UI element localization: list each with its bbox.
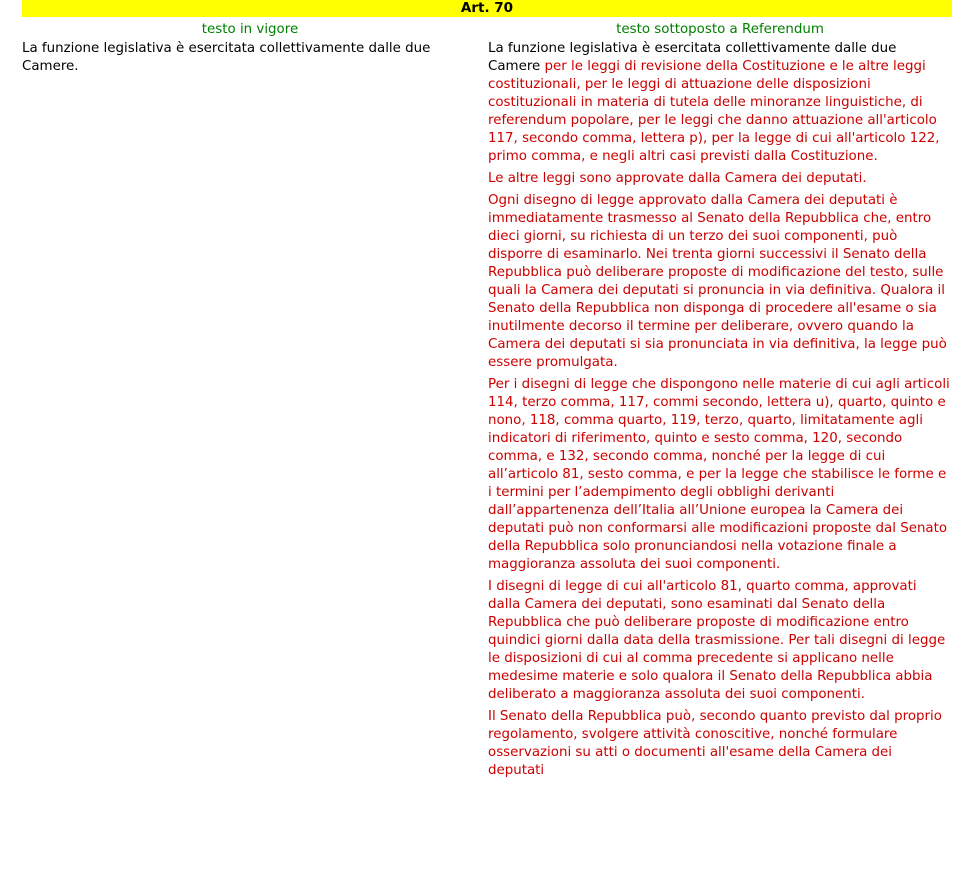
- column-current-text: [22, 17, 488, 784]
- added-text: per le leggi di revisione della Costituzione e le altre leggi costituzionali, per le leggi di attuazione delle disposizioni costituzionali in materia di tutela delle minoranze linguistiche, di referendum popolare, per le leggi che danno attuazione all'articolo 117, secondo comma, lettera p), per la legge di cui all'articolo 122, primo comma, e negli altri casi previsti dalla Costituzione.: [488, 59, 940, 164]
- referendum-paragraph-2: Le altre leggi sono approvate dalla Camera dei deputati.: [488, 171, 867, 186]
- comparison-table: [22, 0, 952, 784]
- referendum-paragraph-1: [488, 40, 952, 166]
- header-current-text: testo in vigore: [201, 22, 299, 37]
- header-referendum-text: testo sottoposto a Referendum: [616, 22, 824, 37]
- unchanged-text: La funzione legislativa è esercitata collettivamente dalle due Camere: [488, 41, 897, 74]
- referendum-paragraph-3: Ogni disegno di legge approvato dalla Camera dei deputati è immediatamente trasmesso al Senato della Repubblica che, entro dieci giorni, su richiesta di un terzo dei suoi componenti, può disporre di esaminarlo. Nei trenta giorni successivi il Senato della Repubblica può deliberare proposte di modificazione del testo, sulle quali la Camera dei deputati si pronuncia in via definitiva. Qualora il Senato della Repubblica non disponga di procedere all'esame o sia inutilmente decorso il termine per deliberare, ovvero quando la Camera dei deputati si sia pronunciata in via definitiva, la legge può essere promulgata.: [488, 193, 947, 370]
- referendum-paragraph-4: Per i disegni di legge che dispongono nelle materie di cui agli articoli 114, terzo comma, 117, commi secondo, lettera u), quarto, quinto e nono, 118, comma quarto, 119, terzo, quarto, limitatamente agli indicatori di riferimento, quinto e sesto comma, 120, secondo comma, e 132, secondo comma, nonché per la legge di cui all’articolo 81, sesto comma, e per la legge che stabilisce le forme e i termini per l’adempimento degli obblighi derivanti dall’appartenenza dell’Italia all’Unione europea la Camera dei deputati può non conformarsi alle modificazioni proposte dal Senato della Repubblica solo pronunciandosi nella votazione finale a maggioranza assoluta dei suoi componenti.: [488, 377, 950, 572]
- article-title: Art. 70: [22, 0, 952, 17]
- referendum-paragraph-5: I disegni di legge di cui all'articolo 81, quarto comma, approvati dalla Camera dei deputati, sono esaminati dal Senato della Repubblica che può deliberare proposte di modificazione entro quindici giorni dalla data della trasmissione. Per tali disegni di legge le disposizioni di cui al comma precedente si applicano nelle medesime materie e solo qualora il Senato della Repubblica abbia deliberato a maggioranza assoluta dei suoi componenti.: [488, 579, 946, 702]
- column-referendum-text: [488, 17, 952, 784]
- current-paragraph-1: La funzione legislativa è esercitata collettivamente dalle due Camere.: [22, 41, 431, 74]
- referendum-paragraph-6: Il Senato della Repubblica può, secondo quanto previsto dal proprio regolamento, svolgere attività conoscitive, nonché formulare osservazioni su atti o documenti all'esame della Camera dei deputati: [488, 709, 942, 778]
- columns: [22, 17, 952, 784]
